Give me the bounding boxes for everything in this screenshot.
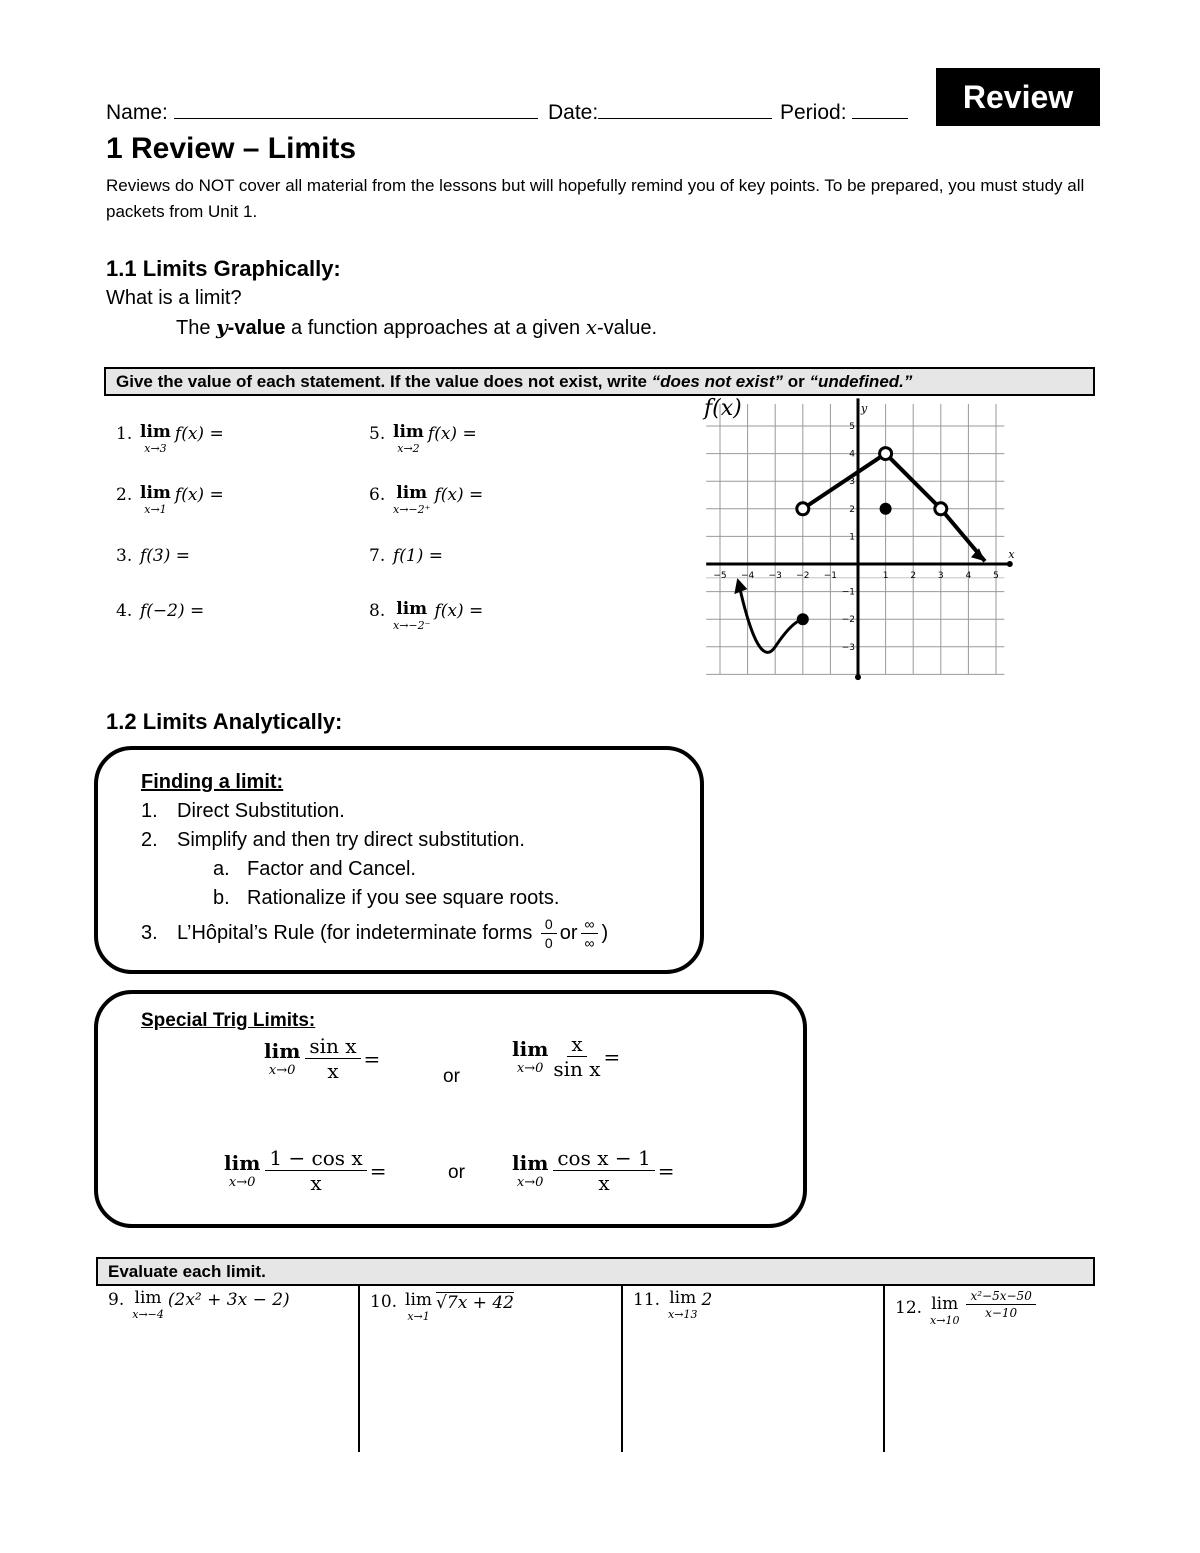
problem-4 (116, 601, 224, 656)
def-y: y (216, 315, 228, 339)
form-den: 0 (544, 935, 553, 951)
step-2 (141, 826, 608, 855)
name-blank[interactable] (174, 100, 538, 119)
problem-expr: f(3) = (140, 546, 191, 566)
graph-label: f(x) (704, 396, 742, 421)
lim-sub: x→1 (144, 503, 167, 516)
intro-text: Reviews do NOT cover all material from the lessons but will hopefully remind you of key points. To be prepared, you must study all packets from Unit 1. (106, 176, 1085, 221)
y-tick-label: −1 (841, 587, 855, 598)
def-mid: -value (227, 317, 286, 339)
problem-expr: f(x) = (174, 485, 224, 505)
problems-left-column (116, 424, 224, 656)
problem-11 (633, 1290, 712, 1320)
frac-den: sin x (553, 1057, 601, 1081)
date-field[interactable] (548, 100, 772, 125)
equals: = (369, 1158, 387, 1183)
problem-12 (895, 1290, 1039, 1326)
function-graph (700, 396, 1015, 680)
lim-sub: x→−2⁻ (393, 619, 431, 632)
x-tick-label: 3 (937, 571, 944, 581)
lim-word: lim (512, 1036, 549, 1061)
problem-5 (369, 424, 483, 485)
frac-num: x²−5x−50 (966, 1290, 1035, 1305)
banner-text: Give the value of each statement. If the value does not exist, write (116, 372, 652, 391)
problem-2 (116, 485, 224, 546)
problem-number: 10. (370, 1292, 398, 1312)
step-text: Simplify and then try direct substitution. (177, 829, 525, 851)
lim-word: lim (405, 1290, 433, 1310)
problem-number: 2. (116, 485, 133, 505)
def-post: a function approaches at a given (285, 317, 586, 339)
y-tick-label: 5 (849, 422, 855, 432)
y-tick-label: 1 (849, 532, 855, 543)
lim-sub: x→2 (397, 442, 420, 455)
problem-expr: f(x) = (434, 601, 484, 621)
form-den: ∞ (584, 935, 595, 951)
x-tick-label: 5 (993, 571, 999, 581)
x-tick-label: −3 (768, 571, 782, 581)
trig-limit-3 (224, 1148, 386, 1193)
lim-sub: x→0 (268, 1062, 296, 1078)
problem-8 (369, 601, 483, 656)
finding-title: Finding a limit: (141, 771, 284, 793)
evaluate-banner: Evaluate each limit. (96, 1257, 1095, 1286)
open-point (880, 448, 892, 460)
x-tick-label: −5 (713, 571, 727, 581)
or-2: or (448, 1162, 465, 1183)
step-num: a. (213, 858, 230, 880)
step-text: Direct Substitution. (177, 800, 345, 822)
lim-sub: x→0 (228, 1174, 256, 1190)
problem-expr: f(x) = (434, 485, 484, 505)
limit-definition (176, 315, 657, 340)
open-point (935, 503, 947, 515)
section-heading-graphical: 1.1 Limits Graphically: (106, 256, 341, 281)
trig-title: Special Trig Limits: (141, 1010, 316, 1031)
lim-word: lim (140, 483, 171, 503)
problem-expr: f(x) = (174, 424, 224, 444)
step-2b (141, 884, 608, 913)
def-end: -value. (596, 317, 657, 339)
banner-quote-2: “undefined.” (809, 372, 913, 391)
date-blank[interactable] (598, 100, 772, 119)
form-or: or (559, 921, 578, 944)
y-axis-end (855, 674, 861, 680)
x-tick-label: −4 (740, 571, 755, 581)
frac-num: x (567, 1034, 586, 1057)
step-2a (141, 855, 608, 884)
frac-den: x (310, 1171, 322, 1195)
problem-number: 11. (633, 1290, 661, 1310)
closed-point (797, 613, 809, 625)
lim-word: lim (224, 1150, 261, 1175)
limit-question: What is a limit? (106, 287, 242, 309)
problem-expr: 2 (701, 1290, 713, 1310)
step-1 (141, 797, 608, 826)
step-num: b. (213, 887, 230, 909)
x-axis-end (1007, 561, 1013, 567)
problem-number: 1. (116, 424, 133, 444)
lim-sub: x→0 (516, 1174, 544, 1190)
equals: = (363, 1046, 381, 1071)
frac-den: x (327, 1059, 339, 1083)
name-field[interactable] (106, 100, 538, 125)
frac-num: 1 − cos x (265, 1148, 366, 1171)
cell-divider (883, 1286, 885, 1452)
form-num: 0 (541, 917, 557, 934)
lim-sub: x→−2⁺ (393, 503, 431, 516)
lim-word: lim (264, 1038, 301, 1063)
problem-3 (116, 546, 224, 601)
y-tick-label: −3 (841, 642, 855, 653)
y-tick-label: −2 (841, 615, 855, 626)
lim-sub: x→0 (516, 1060, 544, 1076)
y-tick-label: 4 (849, 449, 855, 460)
x-axis-label: x (1008, 548, 1015, 561)
finding-limit-list (141, 768, 608, 950)
lim-sub: x→13 (668, 1308, 698, 1321)
cell-divider (358, 1286, 360, 1452)
review-badge: Review (936, 68, 1100, 126)
page-title: 1 Review – Limits (106, 132, 357, 165)
def-pre: The (176, 317, 217, 339)
trig-limit-1 (264, 1036, 380, 1081)
problem-9 (108, 1290, 290, 1320)
problem-7 (369, 546, 483, 601)
step-text: Factor and Cancel. (247, 858, 416, 880)
period-field[interactable] (780, 100, 908, 125)
y-axis-label: y (861, 401, 868, 415)
name-label: Name: (106, 101, 168, 124)
x-tick-label: 4 (965, 571, 972, 581)
instructions-banner (104, 367, 1095, 396)
step-num: 3. (141, 921, 158, 944)
form-num: ∞ (581, 917, 599, 934)
problem-expr: f(x) = (427, 424, 477, 444)
problem-number: 6. (369, 485, 386, 505)
step-text: Rationalize if you see square roots. (247, 887, 560, 909)
lim-word: lim (512, 1150, 549, 1175)
close-paren: ) (601, 921, 609, 944)
lim-sub: x→3 (144, 442, 167, 455)
problem-expr: f(1) = (393, 546, 444, 566)
x-tick-label: −2 (796, 571, 810, 581)
banner-or: or (782, 372, 810, 391)
problem-number: 5. (369, 424, 386, 444)
problem-number: 8. (369, 601, 386, 621)
lim-word: lim (393, 422, 424, 442)
problems-right-column (369, 424, 483, 656)
problem-expr: f(−2) = (140, 601, 205, 621)
problem-expr: (2x² + 3x − 2) (167, 1290, 290, 1310)
y-tick-label: 3 (849, 477, 855, 488)
lim-word: lim (669, 1288, 697, 1308)
problem-6 (369, 485, 483, 546)
problem-10 (370, 1292, 514, 1322)
lim-word: lim (396, 483, 428, 503)
cell-divider (621, 1286, 623, 1452)
lim-word: lim (396, 599, 428, 619)
lim-word: lim (931, 1294, 959, 1314)
y-tick-label: 2 (849, 504, 855, 515)
frac-den: x−10 (985, 1306, 1018, 1320)
closed-point (880, 503, 892, 515)
x-tick-label: 1 (882, 571, 889, 581)
banner-quote-1: “does not exist” (651, 372, 783, 391)
step-3 (141, 917, 608, 950)
period-label: Period: (780, 101, 847, 124)
problem-number: 9. (108, 1290, 125, 1310)
equals: = (657, 1158, 675, 1183)
equals: = (603, 1044, 621, 1069)
date-label: Date: (548, 101, 599, 124)
problem-expr: √7x + 42 (436, 1293, 514, 1313)
step-num: 2. (141, 829, 158, 851)
problem-number: 12. (895, 1298, 923, 1318)
problem-number: 3. (116, 546, 133, 566)
period-blank[interactable] (852, 100, 908, 119)
x-tick-label: −1 (823, 571, 838, 581)
lim-sub: x→−4 (132, 1308, 164, 1321)
trig-limit-2 (512, 1034, 620, 1079)
open-point (797, 503, 809, 515)
frac-num: sin x (305, 1036, 360, 1059)
section-heading-analytical: 1.2 Limits Analytically: (106, 709, 343, 734)
step-text: L’Hôpital’s Rule (for indeterminate forms (177, 921, 533, 944)
problem-number: 7. (369, 546, 386, 566)
lim-word: lim (140, 422, 171, 442)
lim-word: lim (134, 1288, 162, 1308)
frac-den: x (598, 1171, 610, 1195)
frac-num: cos x − 1 (553, 1148, 654, 1171)
trig-limit-4 (512, 1148, 674, 1193)
problem-1 (116, 424, 224, 485)
def-x: x (585, 315, 597, 339)
problem-number: 4. (116, 601, 133, 621)
or-1: or (443, 1066, 460, 1087)
x-tick-label: 2 (910, 571, 917, 581)
lim-sub: x→10 (930, 1314, 960, 1327)
step-num: 1. (141, 800, 158, 822)
lim-sub: x→1 (407, 1310, 430, 1323)
